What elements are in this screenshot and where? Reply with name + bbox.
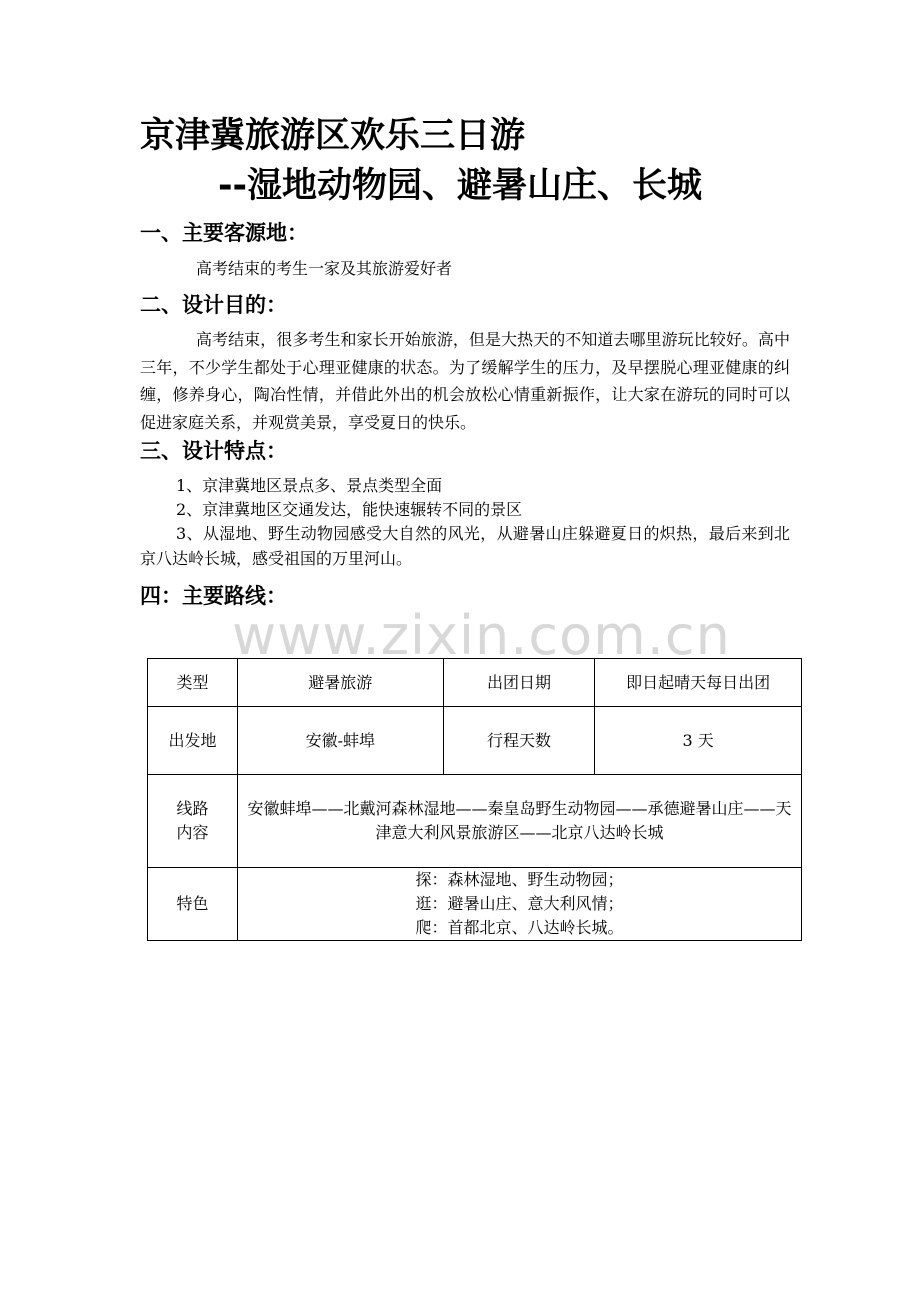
origin-label: 出发地 [148, 707, 238, 775]
feature-line-1: 探：森林湿地、野生动物园； [415, 870, 624, 889]
table-row [148, 707, 802, 775]
route-label: 线路内容 [148, 775, 238, 868]
origin-value: 安徽-蚌埠 [237, 707, 443, 775]
feature-line-2: 逛：避暑山庄、意大利风情； [415, 894, 624, 913]
document-title: 京津冀旅游区欢乐三日游 [140, 116, 526, 156]
feature-item-1: 1、京津冀地区景点多、景点类型全面 [176, 476, 443, 495]
tour-info-table [147, 658, 802, 941]
document-subtitle: --湿地动物园、避暑山庄、长城 [218, 166, 703, 206]
watermark: www.zixin.com.cn [232, 604, 731, 667]
type-value: 避暑旅游 [237, 659, 443, 707]
table-row [148, 775, 802, 868]
feature-item-3: 3、从湿地、野生动物园感受大自然的风光，从避暑山庄躲避夏日的炽热，最后来到北京八达岭长城，感受祖国的万里河山。 [140, 524, 790, 568]
feature-item-2: 2、京津冀地区交通发达，能快速辗转不同的景区 [176, 500, 523, 519]
table-row [148, 659, 802, 707]
date-value: 即日起晴天每日出团 [595, 659, 802, 707]
days-label: 行程天数 [443, 707, 595, 775]
section-heading-purpose: 二、设计目的： [140, 293, 287, 317]
feature-line-3: 爬：首都北京、八达岭长城。 [415, 918, 624, 937]
section-heading-source: 一、主要客源地： [140, 221, 308, 245]
section-text-purpose: 高考结束，很多考生和家长开始旅游，但是大热天的不知道去哪里游玩比较好。高中三年，不少学生都处于心理亚健康的状态。为了缓解学生的压力，及早摆脱心理亚健康的纠缠，修养身心，陶冶性情，并借此外出的机会放松心情重新振作，让大家在游玩的同时可以促进家庭关系，并观赏美景，享受夏日的快乐。 [140, 330, 790, 432]
section-heading-features: 三、设计特点： [140, 439, 287, 463]
section-text-source: 高考结束的考生一家及其旅游爱好者 [196, 259, 453, 278]
date-label: 出团日期 [443, 659, 595, 707]
days-value: 3 天 [595, 707, 802, 775]
feature-value [237, 868, 801, 941]
section-heading-route: 四：主要路线： [140, 584, 287, 608]
table-row [148, 868, 802, 941]
feature-label: 特色 [148, 868, 238, 941]
type-label: 类型 [148, 659, 238, 707]
route-value: 安徽蚌埠——北戴河森林湿地——秦皇岛野生动物园——承德避暑山庄——天津意大利风景旅游区——北京八达岭长城 [237, 775, 801, 868]
